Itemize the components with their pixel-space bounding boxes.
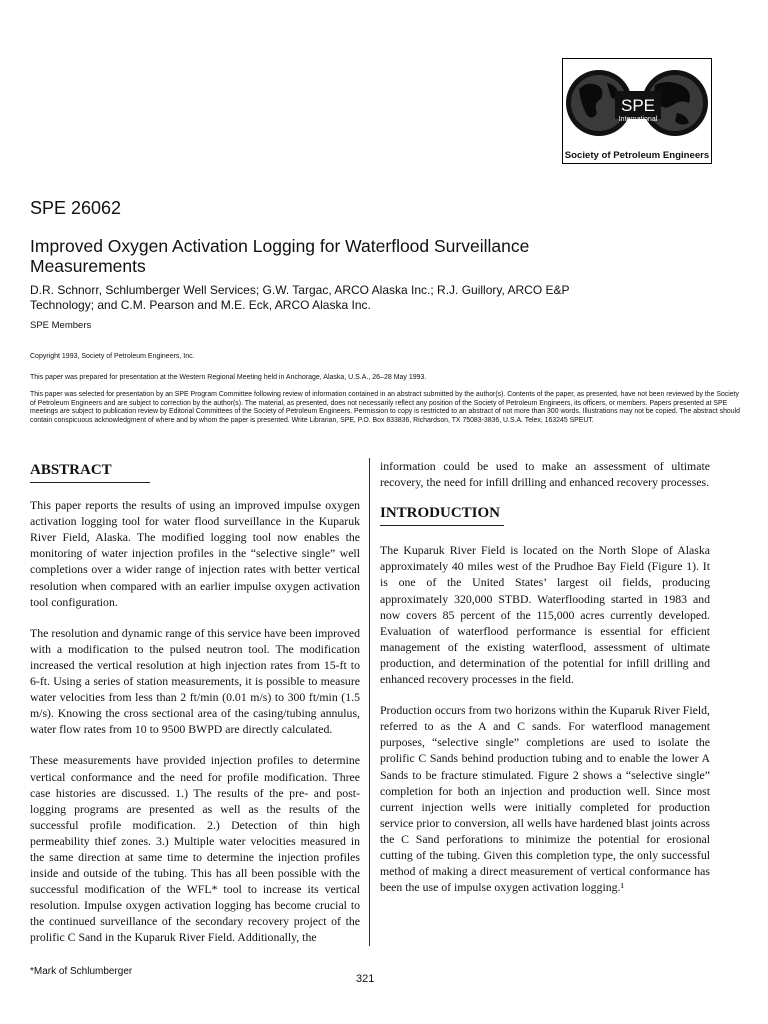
footnote: *Mark of Schlumberger — [30, 966, 133, 977]
logo-subtext: International — [618, 116, 658, 123]
disclaimer: This paper was selected for presentation by an SPE Program Committee following review of information contained in an abstract submitted by the author(s). Contents of the paper, as presented, have not been reviewed by the Society of Petroleum Engineers and are subject to correction by the author(s). The material, as presented, does not necessarily reflect any position of the Society of Petroleum Engineers, its officers, or members. Papers presented at SPE meetings are subject to publication review by Editorial Committees of the Society of Petroleum Engineers. Permission to copy is restricted to an abstract of not more than 300 words. Illustrations may not be copied. The abstract should contain conspicuous acknowledgment of where and by whom the paper is presented. Write Librarian, SPE, P.O. Box 833836, Richardson, TX 75083-3836, U.S.A. Telex, 163245 SPEUT. — [30, 391, 740, 424]
heading-rule — [30, 482, 150, 483]
introduction-heading: INTRODUCTION — [380, 505, 501, 522]
logo-caption: Society of Petroleum Engineers — [564, 150, 710, 161]
introduction-paragraph: The Kuparuk River Field is located on the North Slope of Alaska approximately 40 miles west of the Prudhoe Bay Field (Figure 1). It is one of the United States’ largest oil fields, producing approximately 320,000 STBD. Waterflooding started in 1983 and now covers 85 percent of the 115,000 acres currently developed. Evaluation of waterflood performance is essential for efficient management of the existing waterflood, assessment of ultimate production, and determination of the potential for infill drilling and enhanced recovery processes in the field. — [380, 543, 710, 687]
presentation-notice: This paper was prepared for presentation at the Western Regional Meeting held in Anchorage, Alaska, U.S.A., 26–28 May 1993. — [30, 374, 427, 381]
abstract-continuation: information could be used to make an assessment of ultimate recovery, the need for infill drilling and enhanced recovery processes. — [380, 459, 710, 490]
paper-number: SPE 26062 — [30, 198, 122, 218]
copyright-notice: Copyright 1993, Society of Petroleum Engineers, Inc. — [30, 353, 195, 360]
right-column — [380, 458, 710, 910]
abstract-paragraph: This paper reports the results of using an improved impulse oxygen activation logging tool for water flood surveillance in the Kuparuk River Field, Alaska. The modified logging tool now enables the monitoring of water injection profiles in the “selective single” well completions over a wider range of injection rates with better vertical resolution when compared with an earlier impulse oxygen activation tool configuration. — [30, 498, 360, 609]
column-divider — [369, 458, 370, 946]
globe-logo-icon — [563, 59, 711, 149]
authors: D.R. Schnorr, Schlumberger Well Services; G.W. Targac, ARCO Alaska Inc.; R.J. Guillory, ARCO E&P Technology; and C.M. Pearson and M.E. Eck, ARCO Alaska Inc. — [30, 283, 570, 312]
logo-text: SPE — [620, 96, 656, 115]
left-column — [30, 462, 360, 961]
page-number: 321 — [356, 973, 375, 985]
paper-title: Improved Oxygen Activation Logging for Waterflood Surveillance Measurements — [30, 236, 530, 276]
spe-members: SPE Members — [30, 320, 92, 331]
introduction-paragraph: Production occurs from two horizons within the Kuparuk River Field, referred to as the A and C sands. For waterflood management purposes, “selective single” completions are used to isolate the prolific C Sands behind production tubing and to enable the lower A Sands to be fracture stimulated. Figure 2 shows a “selective single” completion for both an injection and production well. Since most current injection wells were initially completed for production service prior to conversion, all wells have hardened blast joints across the C Sand perforations to minimize the potential for erosional cutting of the tubing. Given this completion type, the only successful method of making a direct measurement of vertical conformance has been the use of impulse oxygen activation logging.¹ — [380, 703, 710, 895]
spe-logo — [562, 58, 712, 164]
heading-rule — [380, 525, 504, 526]
abstract-heading: ABSTRACT — [30, 462, 112, 478]
abstract-paragraph: These measurements have provided injection profiles to determine vertical conformance and the need for profile modification. Three case histories are discussed. 1.) The results of the pre- and post-logging programs are presented as well as the results of the successful profile modification. 2.) Detection of thin high permeability thief zones. 3.) Multiple water velocities measured in the same direction at same time to determine the injection profiles inside and outside of the tubing. This has all been possible with the successful modification of the WFL* tool to increase its vertical resolution. Impulse oxygen activation logging has become crucial to the continued surveillance of the secondary recovery project of the prolific C Sand in the Kuparuk River Field. Additionally, the — [30, 753, 360, 945]
abstract-paragraph: The resolution and dynamic range of this service have been improved with a modification to the pulsed neutron tool. The modification increased the vertical resolution at high injection rates from 15-ft to 6-ft. Using a series of station measurements, it is possible to measure water velocities from less than 2 ft/min (0.01 m/s) to 300 ft/min (1.5 m/s). Knowing the cross sectional area of the casing/tubing annulus, water flow rates from 10 to 9500 BWPD are directly calculated. — [30, 625, 360, 737]
